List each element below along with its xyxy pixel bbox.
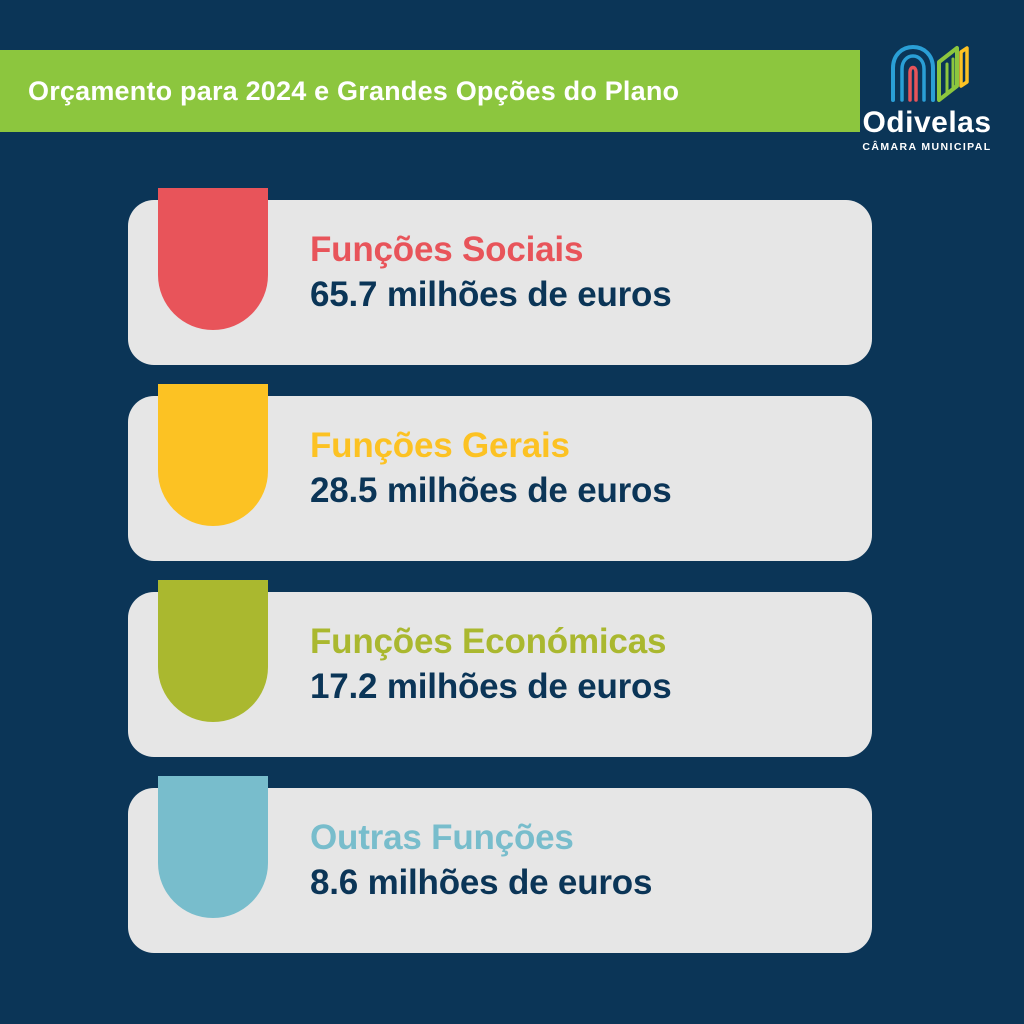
budget-card-text (310, 816, 852, 906)
category-value: 65.7 milhões de euros (310, 274, 672, 314)
budget-card-list (128, 200, 872, 984)
budget-card-text (310, 424, 852, 514)
budget-card (128, 788, 872, 953)
category-value: 28.5 milhões de euros (310, 470, 672, 510)
category-color-pill (158, 776, 268, 918)
budget-card (128, 592, 872, 757)
budget-card (128, 396, 872, 561)
category-color-pill (158, 188, 268, 330)
category-value: 8.6 milhões de euros (310, 862, 653, 902)
logo-subtitle: CÂMARA MUNICIPAL (862, 141, 992, 153)
budget-card-text (310, 228, 852, 318)
category-label: Funções Económicas (310, 622, 667, 661)
odivelas-monument-icon (877, 42, 977, 104)
logo-name: Odivelas (862, 106, 992, 139)
odivelas-logo (852, 42, 1002, 153)
budget-card (128, 200, 872, 365)
category-label: Outras Funções (310, 818, 574, 857)
category-color-pill (158, 384, 268, 526)
category-value: 17.2 milhões de euros (310, 666, 672, 706)
category-label: Funções Gerais (310, 426, 570, 465)
page-title: Orçamento para 2024 e Grandes Opções do Plano (28, 75, 680, 106)
category-label: Funções Sociais (310, 230, 584, 269)
category-color-pill (158, 580, 268, 722)
budget-card-text (310, 620, 852, 710)
header-banner (0, 50, 860, 132)
